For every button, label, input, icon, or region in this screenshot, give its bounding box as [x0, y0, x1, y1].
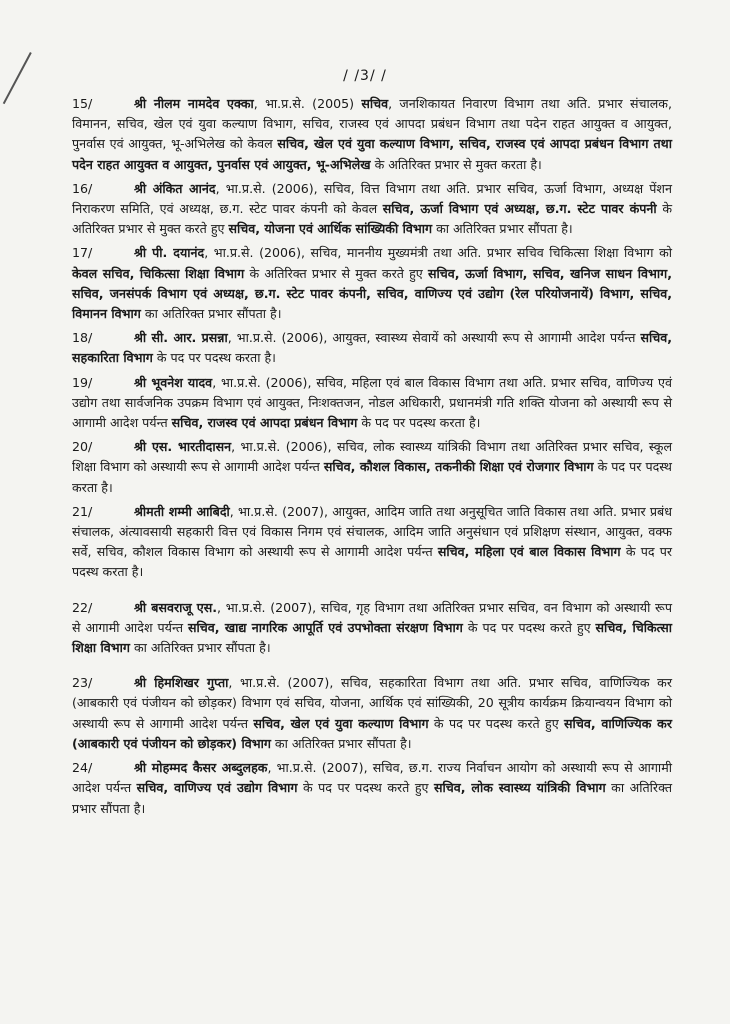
text-run: का अतिरिक्त प्रभार सौंपता है। [270, 735, 412, 751]
entry-text [72, 760, 672, 815]
text-run: , भा.प्र.से. (2005) [253, 96, 362, 111]
text-run: के अतिरिक्त प्रभार से मुक्त करते हुए [72, 201, 673, 237]
text-run: के अतिरिक्त प्रभार से मुक्त करते हुए [244, 265, 428, 281]
bold-text-run: सचिव, चिकित्सा शिक्षा विभाग [72, 619, 673, 656]
entry-number: 21/ [72, 503, 93, 519]
entry-number: 19/ [72, 374, 93, 390]
entry-paragraph [72, 502, 672, 583]
entry-number: 23/ [72, 675, 93, 691]
order-entry [72, 94, 672, 175]
order-entry [72, 328, 672, 368]
text-run: , भा.प्र.से. (2006), सचिव, वित्त विभाग तथा अति. प्रभार सचिव, ऊर्जा विभाग, अध्यक्ष पेंशन निराकरण समिति, एवं अध्यक्ष, छ.ग. स्टेट पावर कंपनी को केवल [72, 180, 672, 217]
bold-text-run: सचिव, कौशल विकास, तकनीकी शिक्षा एवं रोजगार विभाग [323, 459, 594, 475]
entry-paragraph [72, 243, 672, 324]
entry-number: 22/ [72, 599, 93, 615]
text-run: का अतिरिक्त प्रभार सौंपता है। [129, 640, 271, 656]
entry-text [72, 96, 672, 172]
entry-number: 17/ [72, 245, 93, 261]
entry-paragraph [72, 373, 672, 434]
text-run: के पद पर पदस्थ करते हुए [297, 780, 434, 796]
bold-text-run: श्री सी. आर. प्रसन्ना [134, 330, 228, 346]
entry-number: 18/ [72, 330, 93, 346]
text-run: के पद पर पदस्थ करता है। [152, 350, 276, 366]
text-run: , जनशिकायत निवारण विभाग तथा अति. प्रभार संचालक, विमानन, सचिव, खेल एवं युवा कल्याण विभाग, सचिव, राजस्व एवं आपदा प्रबंधन विभाग तथा पदेन राहत आयुक्त व आयुक्त, पुनर्वास एवं आयुक्त, भू-अभिलेख को केवल [72, 96, 672, 152]
order-entry [72, 502, 672, 583]
entry-number: 15/ [72, 96, 93, 111]
entry-number: 24/ [72, 760, 93, 776]
order-entry [72, 673, 672, 754]
bold-text-run: श्री पी. दयानंद [134, 245, 205, 261]
entry-paragraph [72, 598, 672, 659]
bold-text-run: श्री अंकित आनंद [134, 180, 216, 196]
entry-paragraph [72, 437, 672, 498]
text-run: के पद पर पदस्थ करते हुए [428, 715, 565, 731]
bold-text-run: सचिव, खाद्य नागरिक आपूर्ति एवं उपभोक्ता संरक्षण विभाग [187, 619, 463, 635]
bold-text-run: श्री हिमशिखर गुप्ता [134, 675, 229, 691]
text-run: , भा.प्र.से. (2007), सचिव, छ.ग. राज्य निर्वाचन आयोग को अस्थायी रूप से आगामी आदेश पर्यन्त [72, 760, 672, 796]
entry-paragraph [72, 94, 672, 175]
order-body [72, 94, 672, 819]
bold-text-run: सचिव, खेल एवं युवा कल्याण विभाग [253, 715, 429, 731]
bold-text-run: केवल सचिव, चिकित्सा शिक्षा विभाग [72, 265, 245, 281]
text-run: , भा.प्र.से. (2006), आयुक्त, स्वास्थ्य सेवायें को अस्थायी रूप से आगामी आदेश पर्यन्त [227, 330, 641, 346]
text-run: का अतिरिक्त प्रभार सौंपता है। [140, 306, 282, 322]
order-entry [72, 179, 672, 240]
order-entry [72, 437, 672, 498]
bold-text-run: सचिव, योजना एवं आर्थिक सांख्यिकी विभाग [228, 221, 433, 237]
bold-text-run: सचिव, ऊर्जा विभाग, सचिव, खनिज साधन विभाग, सचिव, जनसंपर्क विभाग एवं अध्यक्ष, छ.ग. स्टेट पावर कंपनी, सचिव, वाणिज्य एवं उद्योग (रेल परियोजनायें) विभाग, सचिव, विमानन विभाग [72, 265, 672, 322]
bold-text-run: सचिव, वाणिज्यिक कर (आबकारी एवं पंजीयन को छोड़कर) विभाग [72, 715, 672, 751]
bold-text-run: सचिव, महिला एवं बाल विकास विभाग [437, 544, 621, 560]
bold-text-run: श्री भूवनेश यादव [134, 374, 213, 390]
entry-text [72, 181, 672, 236]
bold-text-run: सचिव, ऊर्जा विभाग एवं अध्यक्ष, छ.ग. स्टेट पावर कंपनी [382, 201, 657, 217]
text-run: , भा.प्र.से. (2006), सचिव, महिला एवं बाल विकास विभाग तथा अति. प्रभार सचिव, वाणिज्य एवं उद्योग तथा सार्वजनिक उपक्रम विभाग एवं आयुक्त, निःशक्तजन, नोडल अधिकारी, प्रधानमंत्री गति शक्ति योजना को अस्थायी रूप से आगामी आदेश पर्यन्त [72, 374, 672, 431]
bold-text-run: सचिव, लोक स्वास्थ्य यांत्रिकी विभाग [433, 780, 606, 796]
bold-text-run: श्री नीलम नामदेव एक्का [134, 96, 254, 111]
text-run: , भा.प्र.से. (2006), सचिव, माननीय मुख्यमंत्री तथा अति. प्रभार सचिव चिकित्सा शिक्षा विभाग को [204, 245, 673, 261]
entry-text [72, 330, 672, 365]
text-run: का अतिरिक्त प्रभार सौंपता है। [432, 221, 573, 237]
entry-text [72, 600, 672, 655]
bold-text-run: श्री एस. भारतीदासन [134, 439, 232, 455]
text-run: , भा.प्र.से. (2007), आयुक्त, आदिम जाति तथा अनुसूचित जाति विकास तथा अति. प्रभार प्रबंध संचालक, अंत्यावसायी सहकारी वित्त एवं विकास निगम एवं संचालक, आदिम जाति अनुसंधान एवं प्रशिक्षण संस्थान, आयुक्त, वक्फ सर्वे, सचिव, कौशल विकास विभाग को अस्थायी रूप से आगामी आदेश पर्यन्त [72, 503, 672, 560]
bold-text-run: सचिव [361, 96, 389, 111]
text-run: के पद पर पदस्थ करता है। [72, 459, 672, 495]
bold-text-run: सचिव, सहकारिता विभाग [72, 330, 672, 366]
text-run: के अतिरिक्त प्रभार से मुक्त करता है। [370, 156, 542, 172]
text-run: के पद पर पदस्थ करता है। [72, 544, 673, 580]
order-entry [72, 598, 672, 659]
text-run: के पद पर पदस्थ करते हुए [462, 619, 596, 635]
text-run: , भा.प्र.से. (2006), सचिव, लोक स्वास्थ्य यांत्रिकी विभाग तथा अतिरिक्त प्रभार सचिव, स्कूल शिक्षा विभाग को अस्थायी रूप से आगामी आदेश पर्यन्त [72, 439, 672, 475]
entry-number: 20/ [72, 439, 93, 455]
bold-text-run: सचिव, खेल एवं युवा कल्याण विभाग, सचिव, राजस्व एवं आपदा प्रबंधन विभाग तथा पदेन राहत आयुक्त व आयुक्त, पुनर्वास एवं आयुक्त, भू-अभिलेख [72, 136, 672, 172]
order-entry [72, 758, 672, 819]
text-run: का अतिरिक्त प्रभार सौंपता है। [72, 780, 673, 816]
entry-text [72, 439, 672, 494]
entry-paragraph [72, 328, 672, 368]
entry-text [72, 245, 672, 321]
text-run: , भा.प्र.से. (2007), सचिव, गृह विभाग तथा अतिरिक्त प्रभार सचिव, वन विभाग को अस्थायी रूप से आगामी आदेश पर्यन्त [72, 599, 672, 635]
bold-text-run: श्री मोहम्मद कैसर अब्दुलहक [134, 760, 268, 776]
entry-text [72, 675, 672, 751]
order-entry [72, 243, 672, 324]
entry-number: 16/ [72, 180, 93, 196]
entry-text [72, 375, 672, 430]
entry-paragraph [72, 673, 672, 754]
entry-paragraph [72, 758, 672, 819]
entry-paragraph [72, 179, 672, 240]
bold-text-run: सचिव, वाणिज्य एवं उद्योग विभाग [136, 780, 298, 796]
entry-text [72, 504, 672, 580]
bold-text-run: श्री बसवराजू एस. [134, 599, 218, 615]
bold-text-run: श्रीमती शम्मी आबिदी [134, 503, 230, 519]
order-entry [72, 373, 672, 434]
text-run: के पद पर पदस्थ करता है। [357, 415, 481, 431]
text-run: , भा.प्र.से. (2007), सचिव, सहकारिता विभाग तथा अति. प्रभार सचिव, वाणिज्यिक कर (आबकारी एवं पंजीयन को छोड़कर) विभाग एवं सचिव, योजना, आर्थिक एवं सांख्यिकी, 20 सूत्रीय कार्यक्रम क्रियान्वयन विभाग को अस्थायी रूप से आगामी आदेश पर्यन्त [72, 675, 672, 731]
page-number: / /3/ / [343, 68, 387, 84]
bold-text-run: सचिव, राजस्व एवं आपदा प्रबंधन विभाग [171, 415, 358, 431]
